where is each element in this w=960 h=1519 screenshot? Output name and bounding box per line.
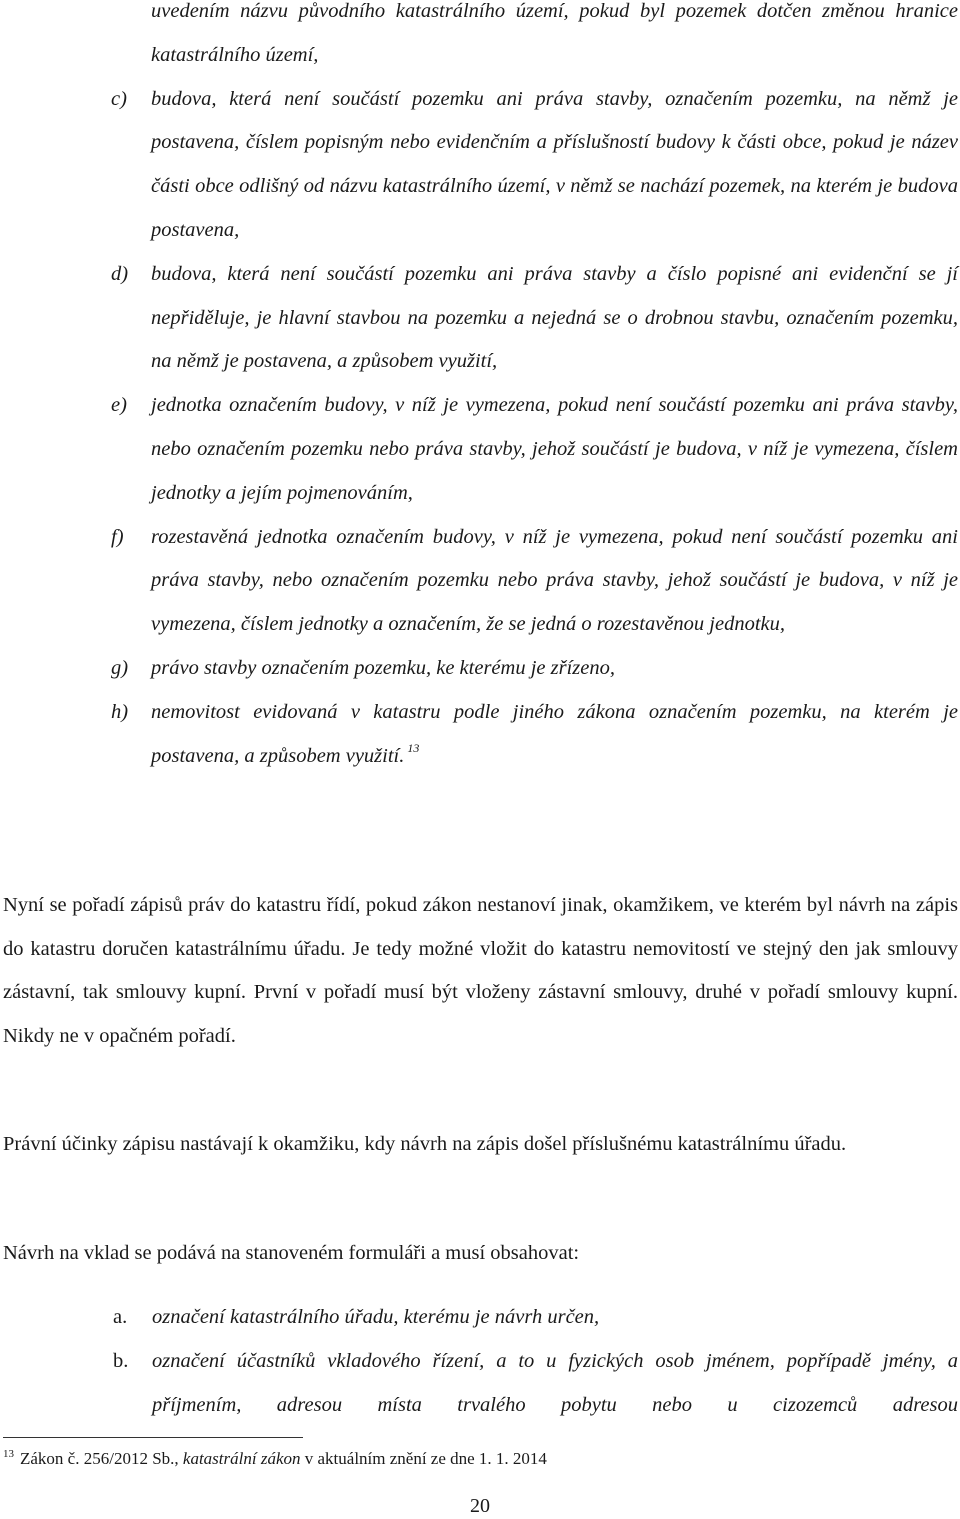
item-text: právo stavby označením pozemku, ke kterému je zřízeno, [151,656,615,679]
item-text: budova, která není součástí pozemku ani práva stavby a číslo popisné ani evidenční se jí nepřiděluje, je hlavní stavbou na pozemku a nejedná se o drobnou stavbu, označením pozemku, na němž je postavena, a způsobem využití, [151,262,958,373]
requirements-item-a [0,1296,960,1340]
legal-item-c [0,78,960,253]
page-number: 20 [470,1495,490,1517]
item-text: označení účastníků vkladového řízení, a to u fyzických osob jménem, popřípadě jmény, a příjmením, adresou místa trvalého pobytu nebo u cizozemců adresou [152,1349,958,1416]
paragraph-application-requirements: Návrh na vklad se podává na stanoveném formuláři a musí obsahovat: [3,1242,580,1264]
item-text: budova, která není součástí pozemku ani práva stavby, označením pozemku, na němž je postavena, číslem popisným nebo evidenčním a příslušností budovy k části obce, pokud je název části obce odlišný od názvu katastrálního území, v němž se nachází pozemek, na kterém je budova postavena, [151,87,958,241]
footnote-reference: 13 [407,740,420,755]
footnote-text-after: v aktuálním znění ze dne 1. 1. 2014 [304,1449,547,1468]
item-marker: c) [111,87,127,110]
item-marker: b. [113,1349,129,1372]
legal-item-f [0,516,960,647]
legal-item-e [0,384,960,515]
item-text: jednotka označením budovy, v níž je vymezena, pokud není součástí pozemku ani práva stavby, nebo označením pozemku nebo práva stavby, jehož součástí je budova, v níž je vymezena, číslem jednotky a jejím pojmenováním, [151,394,958,504]
item-marker: a. [113,1306,128,1328]
legal-item-h [0,691,960,779]
footnote [3,1447,547,1471]
item-marker: e) [111,394,127,417]
paragraph-ordering-of-entries: Nyní se pořadí zápisů práv do katastru řídí, pokud zákon nestanoví jinak, okamžikem, ve kterém byl návrh na zápis do katastru doručen katastrálnímu úřadu. Je tedy možné vložit do katastru nemovitostí ve stejný den jak smlouvy zástavní, tak smlouvy kupní. První v pořadí musí být vloženy zástavní smlouvy, druhé v pořadí smlouvy kupní. Nikdy ne v opačném pořadí. [3,894,958,1047]
legal-list-lead-in [0,0,960,78]
legal-item-g [0,647,960,691]
item-text: označení katastrálního úřadu, kterému je návrh určen, [152,1306,600,1328]
requirements-item-b [0,1340,960,1428]
legal-item-d [0,253,960,384]
footnote-text-before: Zákon č. 256/2012 Sb., [20,1449,179,1468]
lead-in-text: uvedením názvu původního katastrálního území, pokud byl pozemek dotčen změnou hranice katastrálního území, [151,0,958,66]
item-marker: f) [111,525,124,548]
item-text: nemovitost evidovaná v katastru podle jiného zákona označením pozemku, na kterém je postavena, a způsobem využití. [151,700,958,767]
requirements-list [0,1296,960,1427]
footnote-text-italic: katastrální zákon [182,1449,301,1468]
item-marker: g) [111,656,129,679]
footnote-number: 13 [3,1448,14,1460]
item-marker: h) [111,700,129,723]
item-marker: d) [111,262,129,285]
item-text: rozestavěná jednotka označením budovy, v níž je vymezena, pokud není součástí pozemku ani práva stavby, nebo označením pozemku nebo práva stavby, jehož součástí je budova, v níž je vymezena, číslem jednotky a označením, že se jedná o rozestavěnou jednotku, [151,525,958,636]
paragraph-legal-effects: Právní účinky zápisu nastávají k okamžiku, kdy návrh na zápis došel příslušnému katastrálnímu úřadu. [3,1133,847,1155]
footnote-separator [3,1437,303,1438]
